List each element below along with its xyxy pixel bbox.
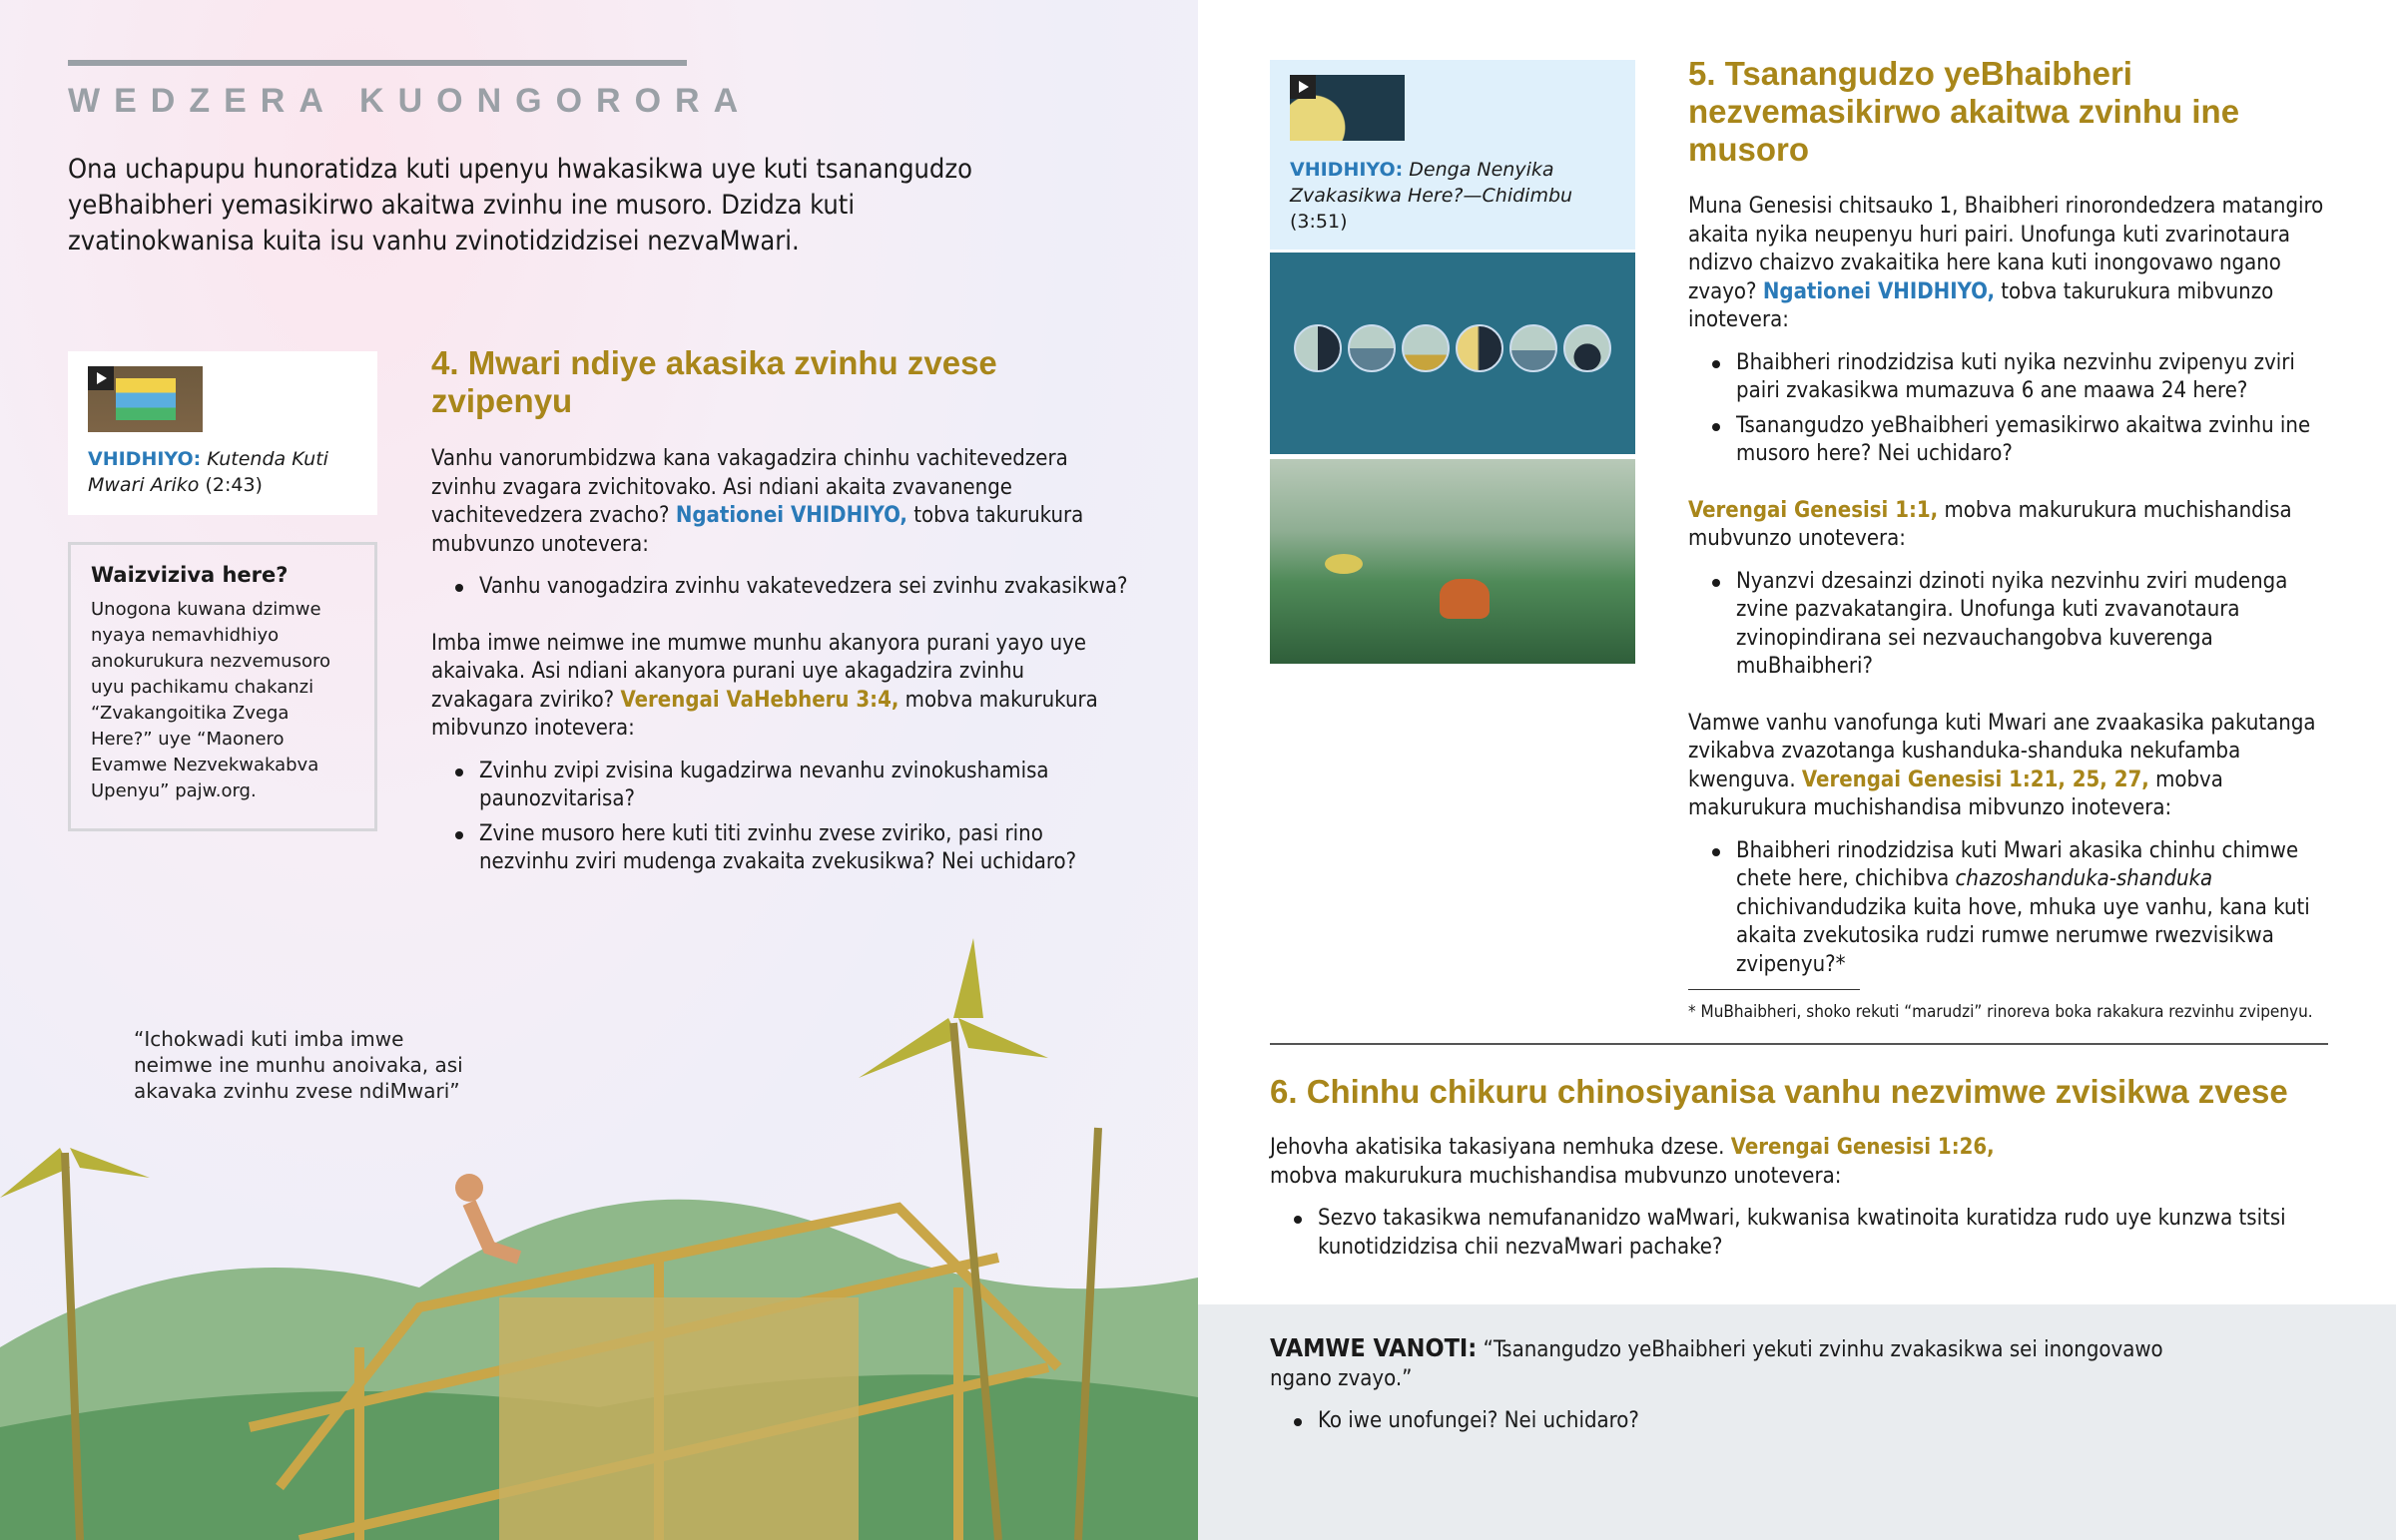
question: Ko iwe unofungei? Nei uchidaro? — [1270, 1407, 2218, 1436]
did-you-know-box — [68, 542, 377, 831]
question: Zvinhu zvipi zvisina kugadzirwa nevanhu zvinokushamisa paunozvitarisa? — [431, 758, 1130, 814]
footnote-rule — [1688, 989, 1860, 990]
creation-days-image — [1270, 253, 1635, 454]
scripture-link[interactable]: Verengai VaHebheru 3:4, — [620, 687, 899, 713]
section-5-body: Muna Genesisi chitsauko 1, Bhaibheri rinorondedzera matangiro akaita nyika neupenyu huri pairi. Unofunga kuti zvarinotaura ndizvo chaizvo zvakaitika here kana kuti inongovawo ngano zvayo? Ngationei VHIDHIYO, tobva takurukura mibvunzo inotevera: Bhaibheri rinodzidzisa kuti nyika nezvinhu zvipenyu zviri pairi zvakasikwa mumazuva 6 ane maawa 24 here? Tsanangudzo yeBhaibheri yemasikirwo akaitwa zvinhu ine musoro here? Nei uchidaro? Verengai Genesisi 1:1, mobva makurukura muchishandisa mubvunzo unotevera: Nyanzvi dzesainzi dzinoti nyika nezvinhu zviri mudenga zvine pazvakatangira. Unofunga kuti zvavanotaura zvinopindirana sei nezvauchangobva kuverenga muBhaibheri? Vamwe vanhu vanofunga kuti Mwari ane zvaakasika pakutanga zvikabva zvazotanga kushanduka-shanduka nekufamba kwenguva. Verengai Genesisi 1:21, 25, 27, mobva makurukura muchishandisa mibvunzo inotevera: Bhaibheri rinodzidzisa kuti Mwari akasika chinhu chimwe chete here, chichibva chazoshanduka-shanduka chichivandudzika kuita hove, mhuka uye vanhu, kana kuti akaita zvekutosika rudzi rumwe nerumwe rwezvisikwa zvipenyu?* * MuBhaibheri, shoko rekuti “marudzi” rinoreva boka rakakura rezvinhu zvipenyu. — [1688, 193, 2332, 1024]
section-6-body: Jehovha akatisika takasiyana nemhuka dzese. Verengai Genesisi 1:26, mobva makurukura muchishandisa mubvunzo unotevera: Sezvo takasikwa nemufananidzo waMwari, kukwanisa kwatinoita kuratidza rudo uye kunzwa tsitsi kunotidzidzisa chii nezvaMwari pachake? — [1270, 1134, 2328, 1289]
box-body: Unogona kuwana dzimwe nyaya nemavhidhiyo anokurukura nezvemusoro uyu pachikamu chakanzi “Zvakangoitika Zvega Here?” uye “Maonero Evamwe Nezvekwakabva Upenyu” pajw.org. — [91, 599, 330, 801]
section-kicker: WEDZERA KUONGORORA — [68, 82, 753, 120]
watch-video-link[interactable]: Ngationei VHIDHIYO, — [1762, 278, 1995, 304]
question: Bhaibheri rinodzidzisa kuti nyika nezvinhu zvipenyu zviri pairi zvakasikwa mumazuva 6 ane maawa 24 here? — [1688, 349, 2332, 406]
box-title: Waizviziva here? — [91, 563, 289, 587]
section-divider — [1270, 1043, 2328, 1045]
scripture-link[interactable]: Verengai Genesisi 1:21, 25, 27, — [1801, 767, 2149, 792]
video-card-1[interactable] — [68, 351, 377, 515]
scripture-link[interactable]: Verengai Genesisi 1:26, — [1730, 1135, 1995, 1160]
watch-video-link[interactable]: Ngationei VHIDHIYO, — [675, 503, 907, 528]
question: Vanhu vanogadzira zvinhu vakatevedzera sei zvinhu zvakasikwa? — [431, 573, 1130, 602]
section-5-heading: 5. Tsanangudzo yeBhaibheri nezvemasikirwo akaitwa zvinhu ine musoro — [1688, 55, 2240, 168]
section-6-heading: 6. Chinhu chikuru chinosiyanisa vanhu nezvimwe zvisikwa zvese — [1270, 1073, 2288, 1110]
footnote: * MuBhaibheri, shoko rekuti “marudzi” rinoreva boka rakakura rezvinhu zvipenyu. — [1688, 1002, 2313, 1022]
question: Sezvo takasikwa nemufananidzo waMwari, kukwanisa kwatinoita kuratidza rudo uye kunzwa tsitsi kunotidzidzisa chii nezvaMwari pachake? — [1270, 1205, 2328, 1262]
video-card-2[interactable] — [1270, 60, 1635, 664]
scripture-link[interactable]: Verengai Genesisi 1:1, — [1688, 497, 1939, 523]
section-4-body: Vanhu vanorumbidzwa kana vakagadzira chinhu vachitevedzera zvinhu zvagara zvichitovako. Asi ndiani akaita zvavanenge vachitevedzera zvacho? Ngationei VHIDHIYO, tobva takurukura mubvunzo unotevera: Vanhu vanogadzira zvinhu vakatevedzera sei zvinhu zvakasikwa? Imba imwe neimwe ine mumwe munhu akanyora purani yayo uye akaivaka. Asi ndiani akanyora purani uye akagadzira zvinhu zvakagara zviriko? Verengai VaHebheru 3:4, mobva makurukura mibvunzo inotevera: Zvinhu zvipi zvisina kugadzirwa nevanhu zvinokushamisa paunozvitarisa? Zvine musoro here kuti titi zvinhu zvese zviriko, pasi rino nezvinhu zviri mudenga zvakaita zvekusikwa? Nei uchidaro? — [431, 445, 1130, 905]
video-thumbnail[interactable] — [1290, 75, 1405, 141]
intro-text: Ona uchapupu hunoratidza kuti upenyu hwakasikwa uye kuti tsanangudzo yeBhaibheri yemasikirwo akaitwa zvinhu ine musoro. Dzidza kuti zvatinokwanisa kuita isu vanhu zvinotidzidzisei nezvaMwari. — [68, 154, 972, 257]
play-icon — [1290, 75, 1316, 99]
question: Tsanangudzo yeBhaibheri yemasikirwo akaitwa zvinhu ine musoro here? Nei uchidaro? — [1688, 412, 2332, 469]
video-thumbnail[interactable] — [88, 366, 203, 432]
nature-landscape-image — [1270, 459, 1635, 664]
section-4-heading: 4. Mwari ndiye akasika zvinhu zvese zvipenyu — [431, 344, 997, 419]
question: Nyanzvi dzesainzi dzinoti nyika nezvinhu zviri mudenga zvine pazvakatangira. Unofunga kuti zvavanotaura zvinopindirana sei nezvauchangobva kuverenga muBhaibheri? — [1688, 568, 2332, 682]
question: Bhaibheri rinodzidzisa kuti Mwari akasika chinhu chimwe chete here, chichibva chazoshanduka-shanduka chichivandudzika kuita hove, mhuka uye vanhu, kana kuti akaita zvekutosika rudzi rumwe nerumwe rwezvisikwa zvipenyu?* — [1688, 837, 2332, 980]
video-caption: VHIDHIYO: Kutenda Kuti Mwari Ariko (2:43) — [88, 448, 328, 496]
header-rule — [68, 60, 687, 66]
video-caption: VHIDHIYO: Denga Nenyika Zvakasikwa Here?—Chidimbu (3:51) — [1290, 159, 1573, 233]
illustration-caption: “Ichokwadi kuti imba imwe neimwe ine munhu anoivaka, asi akavaka zvinhu zvese ndiMwari” — [134, 1027, 463, 1103]
play-icon — [88, 366, 114, 390]
others-say: VAMWE VANOTI: “Tsanangudzo yeBhaibheri yekuti zvinhu zvakasikwa sei inongovawo ngano zvayo.” Ko iwe unofungei? Nei uchidaro? — [1270, 1334, 2218, 1464]
question: Zvine musoro here kuti titi zvinhu zvese zviriko, pasi rino nezvinhu zviri mudenga zvakaita zvekusikwa? Nei uchidaro? — [431, 820, 1130, 877]
house-building-illustration — [0, 928, 1198, 1540]
